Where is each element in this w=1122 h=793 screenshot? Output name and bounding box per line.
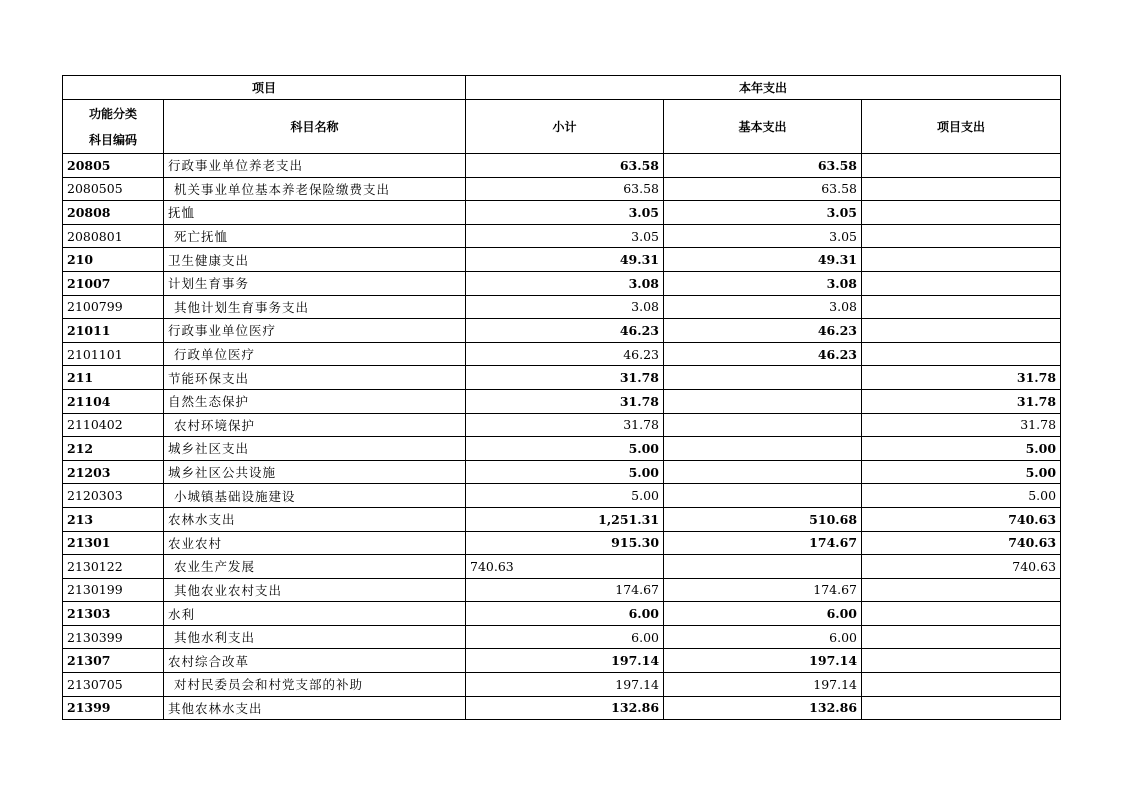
row-subtotal: 63.58 [466, 154, 664, 178]
row-subject-name: 抚恤 [164, 201, 466, 225]
row-subject-name: 其他农林水支出 [164, 696, 466, 720]
table-row [63, 673, 1061, 697]
row-subject-name: 水利 [164, 602, 466, 626]
header-basic-expense: 基本支出 [664, 100, 862, 154]
row-subtotal: 3.08 [466, 271, 664, 295]
row-basic-expense [664, 366, 862, 390]
header-row-1 [63, 76, 1061, 100]
row-project-expense [862, 625, 1061, 649]
header-func-class-line2: 科目编码 [88, 132, 137, 147]
header-row-2 [63, 100, 1061, 154]
row-basic-expense: 3.05 [664, 224, 862, 248]
row-project-expense [862, 177, 1061, 201]
row-code: 2080801 [63, 224, 164, 248]
row-project-expense: 31.78 [862, 413, 1061, 437]
table-row [63, 649, 1061, 673]
row-subject-name: 行政单位医疗 [164, 342, 466, 366]
row-project-expense [862, 271, 1061, 295]
row-code: 2130705 [63, 673, 164, 697]
row-code: 21203 [63, 460, 164, 484]
row-subtotal: 63.58 [466, 177, 664, 201]
row-basic-expense: 132.86 [664, 696, 862, 720]
row-subject-name: 农村综合改革 [164, 649, 466, 673]
table-row [63, 413, 1061, 437]
row-basic-expense: 46.23 [664, 342, 862, 366]
table-row [63, 224, 1061, 248]
row-basic-expense: 63.58 [664, 154, 862, 178]
row-subject-name: 卫生健康支出 [164, 248, 466, 272]
row-project-expense [862, 319, 1061, 343]
row-subject-name: 对村民委员会和村党支部的补助 [164, 673, 466, 697]
header-subject-name: 科目名称 [164, 100, 466, 154]
table-row [63, 507, 1061, 531]
row-subtotal: 5.00 [466, 460, 664, 484]
table-row [63, 248, 1061, 272]
row-basic-expense: 6.00 [664, 602, 862, 626]
row-basic-expense: 49.31 [664, 248, 862, 272]
row-code: 21307 [63, 649, 164, 673]
row-basic-expense [664, 437, 862, 461]
row-subject-name: 城乡社区公共设施 [164, 460, 466, 484]
header-subtotal: 小计 [466, 100, 664, 154]
row-subject-name: 农业农村 [164, 531, 466, 555]
row-subtotal: 174.67 [466, 578, 664, 602]
row-subtotal: 197.14 [466, 673, 664, 697]
row-subtotal: 1,251.31 [466, 507, 664, 531]
header-func-class-line1: 功能分类 [88, 106, 137, 121]
row-subject-name: 死亡抚恤 [164, 224, 466, 248]
row-code: 2080505 [63, 177, 164, 201]
row-code: 21303 [63, 602, 164, 626]
row-basic-expense [664, 460, 862, 484]
header-project: 项目 [63, 76, 466, 100]
row-code: 21104 [63, 389, 164, 413]
row-basic-expense: 197.14 [664, 673, 862, 697]
row-basic-expense: 510.68 [664, 507, 862, 531]
row-project-expense [862, 342, 1061, 366]
table-row [63, 201, 1061, 225]
row-project-expense: 31.78 [862, 389, 1061, 413]
table-row [63, 271, 1061, 295]
row-project-expense: 5.00 [862, 460, 1061, 484]
row-basic-expense [664, 413, 862, 437]
row-subtotal: 31.78 [466, 366, 664, 390]
table-row [63, 555, 1061, 579]
row-subject-name: 农林水支出 [164, 507, 466, 531]
table-row [63, 295, 1061, 319]
row-project-expense [862, 673, 1061, 697]
row-project-expense [862, 248, 1061, 272]
row-code: 2110402 [63, 413, 164, 437]
row-project-expense [862, 201, 1061, 225]
row-project-expense: 740.63 [862, 531, 1061, 555]
row-project-expense [862, 295, 1061, 319]
row-code: 21007 [63, 271, 164, 295]
row-subject-name: 节能环保支出 [164, 366, 466, 390]
row-subject-name: 其他水利支出 [164, 625, 466, 649]
row-code: 2130399 [63, 625, 164, 649]
table-row [63, 602, 1061, 626]
row-subtotal: 197.14 [466, 649, 664, 673]
table-row [63, 437, 1061, 461]
row-basic-expense [664, 389, 862, 413]
row-subject-name: 行政事业单位养老支出 [164, 154, 466, 178]
row-subtotal: 31.78 [466, 389, 664, 413]
row-code: 210 [63, 248, 164, 272]
row-code: 213 [63, 507, 164, 531]
header-project-expense: 项目支出 [862, 100, 1061, 154]
table-row [63, 460, 1061, 484]
row-subtotal: 3.05 [466, 224, 664, 248]
row-basic-expense: 63.58 [664, 177, 862, 201]
row-project-expense [862, 224, 1061, 248]
row-subject-name: 城乡社区支出 [164, 437, 466, 461]
row-project-expense [862, 578, 1061, 602]
row-code: 2130199 [63, 578, 164, 602]
row-code: 2101101 [63, 342, 164, 366]
row-code: 21301 [63, 531, 164, 555]
row-code: 2100799 [63, 295, 164, 319]
row-code: 21399 [63, 696, 164, 720]
row-subtotal: 740.63 [466, 555, 664, 579]
row-project-expense: 5.00 [862, 437, 1061, 461]
row-subject-name: 自然生态保护 [164, 389, 466, 413]
header-func-class-code [63, 100, 164, 154]
row-subtotal: 6.00 [466, 602, 664, 626]
row-code: 20805 [63, 154, 164, 178]
row-project-expense [862, 602, 1061, 626]
row-project-expense [862, 649, 1061, 673]
table-row [63, 578, 1061, 602]
row-basic-expense: 197.14 [664, 649, 862, 673]
row-subject-name: 其他计划生育事务支出 [164, 295, 466, 319]
row-subtotal: 46.23 [466, 342, 664, 366]
row-basic-expense [664, 484, 862, 508]
row-project-expense [862, 696, 1061, 720]
row-code: 2120303 [63, 484, 164, 508]
row-basic-expense: 3.08 [664, 271, 862, 295]
table-row [63, 389, 1061, 413]
row-subject-name: 农村环境保护 [164, 413, 466, 437]
row-subtotal: 915.30 [466, 531, 664, 555]
table-row [63, 342, 1061, 366]
expense-table [62, 75, 1061, 720]
row-code: 212 [63, 437, 164, 461]
row-subject-name: 其他农业农村支出 [164, 578, 466, 602]
row-subject-name: 小城镇基础设施建设 [164, 484, 466, 508]
row-project-expense: 5.00 [862, 484, 1061, 508]
row-code: 2130122 [63, 555, 164, 579]
row-subject-name: 机关事业单位基本养老保险缴费支出 [164, 177, 466, 201]
row-code: 211 [63, 366, 164, 390]
row-subtotal: 5.00 [466, 484, 664, 508]
row-project-expense: 740.63 [862, 555, 1061, 579]
row-subtotal: 132.86 [466, 696, 664, 720]
row-basic-expense: 174.67 [664, 578, 862, 602]
row-subtotal: 5.00 [466, 437, 664, 461]
row-subtotal: 3.08 [466, 295, 664, 319]
row-subject-name: 农业生产发展 [164, 555, 466, 579]
row-subtotal: 31.78 [466, 413, 664, 437]
row-basic-expense: 46.23 [664, 319, 862, 343]
row-basic-expense: 3.08 [664, 295, 862, 319]
row-project-expense: 31.78 [862, 366, 1061, 390]
table-row [63, 484, 1061, 508]
row-subtotal: 46.23 [466, 319, 664, 343]
row-subject-name: 计划生育事务 [164, 271, 466, 295]
table-row [63, 366, 1061, 390]
row-basic-expense: 3.05 [664, 201, 862, 225]
table-row [63, 177, 1061, 201]
row-subtotal: 3.05 [466, 201, 664, 225]
table-row [63, 625, 1061, 649]
row-basic-expense: 174.67 [664, 531, 862, 555]
row-code: 20808 [63, 201, 164, 225]
table-row [63, 696, 1061, 720]
row-subtotal: 6.00 [466, 625, 664, 649]
row-basic-expense [664, 555, 862, 579]
row-subtotal: 49.31 [466, 248, 664, 272]
header-current-year-expense: 本年支出 [466, 76, 1061, 100]
table-row [63, 531, 1061, 555]
row-project-expense: 740.63 [862, 507, 1061, 531]
row-project-expense [862, 154, 1061, 178]
row-code: 21011 [63, 319, 164, 343]
table-row [63, 154, 1061, 178]
row-subject-name: 行政事业单位医疗 [164, 319, 466, 343]
table-row [63, 319, 1061, 343]
row-basic-expense: 6.00 [664, 625, 862, 649]
